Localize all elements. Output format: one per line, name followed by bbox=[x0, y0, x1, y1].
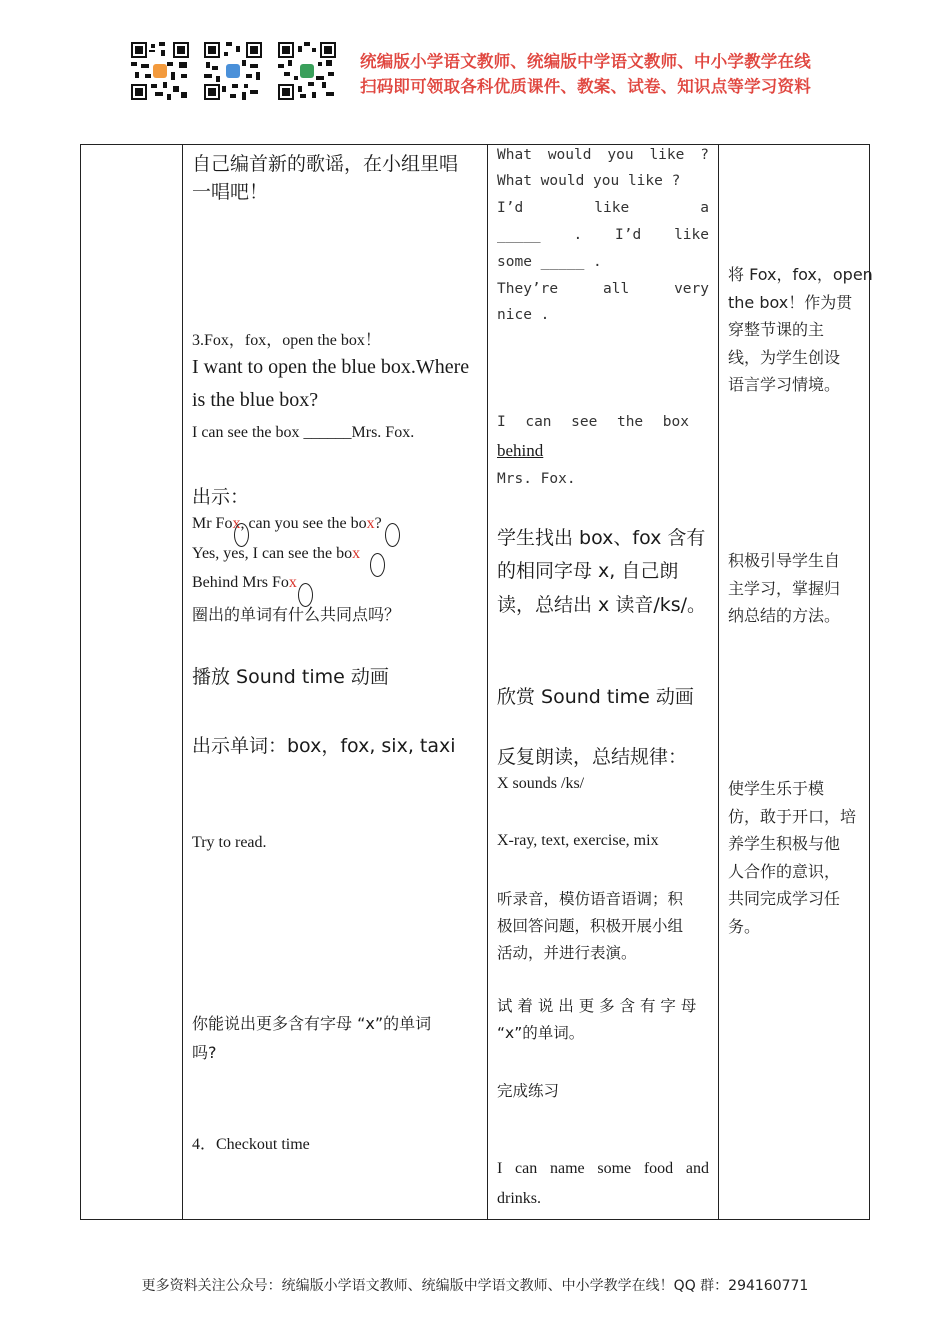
letter-x-highlight: x bbox=[352, 545, 361, 562]
note-line: 人合作的意识， bbox=[728, 861, 841, 881]
chant-line-3 bbox=[497, 200, 709, 216]
column-teacher-activity bbox=[182, 145, 487, 1219]
word: all bbox=[602, 281, 630, 297]
intent-note-1 bbox=[728, 261, 873, 399]
qr-code-icon[interactable] bbox=[204, 42, 262, 100]
qr-code-icon[interactable] bbox=[131, 42, 189, 100]
repeat-reading: 反复朗读，总结规律： bbox=[497, 746, 688, 768]
rhyme-text: Behind Mrs Fo bbox=[192, 574, 289, 591]
step-3-line-2: is the blue box? bbox=[192, 389, 319, 411]
word: . bbox=[573, 227, 583, 243]
word: like bbox=[674, 227, 709, 243]
word: _____ bbox=[497, 227, 541, 243]
note-line: 使学生乐于模 bbox=[728, 779, 825, 798]
rhyme-line-1 bbox=[192, 515, 382, 533]
note-line: 务。 bbox=[728, 916, 761, 936]
find-letter-line-3: 读，总结出 x 读音/ks/。 bbox=[497, 594, 707, 616]
intent-note-2 bbox=[728, 547, 840, 630]
note-line: 仿，敢于开口，培 bbox=[728, 806, 857, 826]
more-words-question-line-1: 你能说出更多含有字母 “x”的单词 bbox=[192, 1014, 432, 1033]
header-promo-line-2: 扫码即可领取各科优质课件、教案、试卷、知识点等学习资料 bbox=[360, 77, 811, 96]
answer-mrs-fox: Mrs. Fox. bbox=[497, 471, 576, 487]
letter-x-highlight: x bbox=[232, 515, 241, 532]
word: and bbox=[685, 1160, 709, 1177]
word: very bbox=[674, 281, 709, 297]
word: They’re bbox=[497, 281, 559, 297]
show-words: 出示单词：box，fox, six, taxi bbox=[192, 735, 456, 757]
note-line: 穿整节课的主 bbox=[728, 320, 825, 339]
intent-note-3 bbox=[728, 775, 856, 940]
word: would bbox=[547, 147, 592, 163]
header-promo-line-1: 统编版小学语文教师、统编版中学语文教师、中小学教学在线 bbox=[360, 52, 811, 71]
word: I bbox=[497, 414, 506, 430]
note-line: 纳总结的方法。 bbox=[728, 606, 841, 625]
word: box bbox=[662, 414, 689, 430]
example-words: X-ray, text, exercise, mix bbox=[497, 832, 659, 849]
note-line: 主学习，掌握归 bbox=[728, 578, 841, 598]
chant-line-4 bbox=[497, 227, 709, 243]
find-letter-line-1: 学生找出 box、fox 含有 bbox=[497, 527, 706, 549]
step-3-line-3: I can see the box ______Mrs. Fox. bbox=[192, 424, 415, 441]
rhyme-line-2 bbox=[192, 545, 360, 563]
word: can bbox=[515, 1160, 538, 1177]
word: like bbox=[649, 147, 685, 163]
play-animation: 播放 Sound time 动画 bbox=[192, 666, 389, 688]
note-line: the box！作为贯 bbox=[728, 292, 853, 312]
note-line: 养学生积极与他 bbox=[728, 834, 841, 853]
enjoy-animation: 欣赏 Sound time 动画 bbox=[497, 686, 694, 708]
note-line: 积极引导学生自 bbox=[728, 551, 841, 570]
try-say-line-2: “x”的单词。 bbox=[497, 1024, 585, 1042]
rhyme-text: Mr Fo bbox=[192, 515, 233, 532]
more-words-question-line-2: 吗? bbox=[192, 1043, 217, 1062]
circle-mark bbox=[234, 523, 249, 547]
word: name bbox=[549, 1160, 585, 1177]
column-student-activity bbox=[487, 145, 718, 1219]
column-stage bbox=[81, 145, 182, 1219]
chant-line-5: some _____ . bbox=[497, 254, 602, 270]
note-line: 线，为学生创设 bbox=[728, 347, 841, 367]
note-line: 将 Fox，fox，open bbox=[728, 265, 873, 284]
chant-line-1 bbox=[497, 147, 709, 163]
song-instruction-line-2: 一唱吧！ bbox=[192, 181, 269, 203]
step-3-title: 3.Fox，fox，open the box！ bbox=[192, 332, 381, 349]
word: a bbox=[700, 200, 709, 216]
word: ? bbox=[700, 147, 709, 163]
qr-code-icon[interactable] bbox=[278, 42, 336, 100]
answer-behind: behind bbox=[497, 441, 544, 460]
word: see bbox=[571, 414, 598, 430]
find-letter-line-2: 的相同字母 x, 自己朗 bbox=[497, 560, 679, 582]
common-point-question: 圈出的单词有什么共同点吗？ bbox=[192, 605, 401, 624]
rhyme-text: , can you see the bo bbox=[240, 515, 367, 532]
rhyme-line-3 bbox=[192, 574, 297, 592]
complete-exercise: 完成练习 bbox=[497, 1082, 560, 1100]
word: some bbox=[597, 1160, 632, 1177]
rhyme-text: ? bbox=[374, 515, 382, 532]
chant-line-2: What would you like ? bbox=[497, 173, 681, 189]
note-line: 语言学习情境。 bbox=[728, 375, 841, 394]
try-to-read: Try to read. bbox=[192, 834, 267, 851]
song-instruction-line-1: 自己编首新的歌谣，在小组里唱 bbox=[192, 153, 459, 175]
listen-line-3: 活动，并进行表演。 bbox=[497, 944, 637, 962]
word: like bbox=[594, 200, 630, 216]
chant-line-6 bbox=[497, 281, 709, 297]
step-4-title: 4．Checkout time bbox=[192, 1136, 310, 1153]
word: I’d bbox=[615, 227, 642, 243]
letter-x-highlight: x bbox=[366, 515, 375, 532]
answer-line-1 bbox=[497, 414, 689, 430]
word: food bbox=[643, 1160, 674, 1177]
can-name-line-2: drinks. bbox=[497, 1190, 541, 1207]
lesson-plan-table bbox=[80, 144, 873, 1220]
show-label: 出示： bbox=[192, 486, 250, 508]
word: I’d bbox=[497, 200, 524, 216]
chant-line-7: nice . bbox=[497, 307, 550, 323]
circle-mark bbox=[385, 523, 400, 547]
listen-line-2: 极回答问题，积极开展小组 bbox=[497, 917, 684, 935]
column-design-intent bbox=[718, 145, 873, 1219]
rule-x-sounds: X sounds /ks/ bbox=[497, 775, 585, 792]
page-header bbox=[0, 38, 950, 108]
note-line: 共同完成学习任 bbox=[728, 889, 841, 908]
word: What bbox=[497, 147, 532, 163]
page-footer: 更多资料关注公众号：统编版小学语文教师、统编版中学语文教师、中小学教学在线！QQ 群：294160771 bbox=[141, 1278, 809, 1294]
word: can bbox=[525, 414, 552, 430]
rhyme-text: Yes, yes, I can see the bo bbox=[192, 545, 353, 562]
word: the bbox=[616, 414, 644, 430]
circle-mark bbox=[370, 553, 385, 577]
step-3-line-1: I want to open the blue box.Where bbox=[192, 356, 470, 378]
listen-line-1: 听录音，模仿语音语调；积 bbox=[497, 890, 684, 908]
word: you bbox=[607, 147, 634, 163]
letter-x-highlight: x bbox=[288, 574, 297, 591]
try-say-line-1: 试 着 说 出 更 多 含 有 字 母 bbox=[497, 997, 697, 1015]
word: I bbox=[497, 1160, 503, 1177]
can-name-line-1 bbox=[497, 1160, 709, 1178]
